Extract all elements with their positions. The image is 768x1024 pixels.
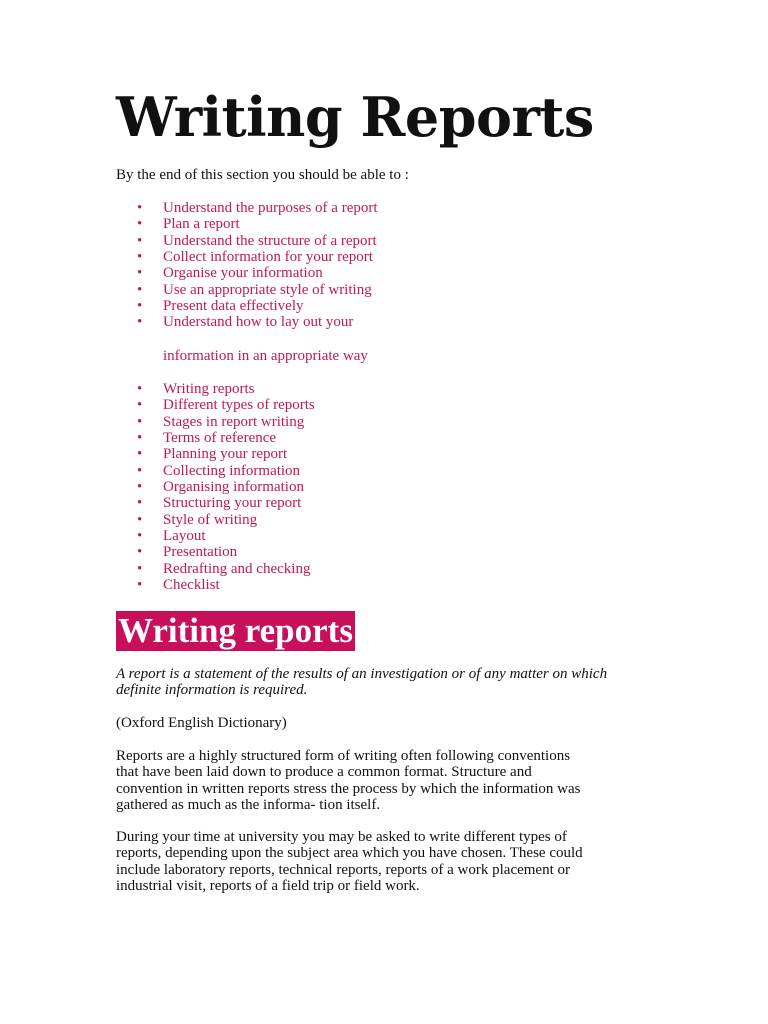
text-line: industrial visit, reports of a field trip or field work. — [116, 877, 420, 894]
bullet-icon: • — [137, 216, 143, 233]
list-item-text: Writing reports — [163, 381, 255, 397]
bullet-icon: • — [137, 200, 143, 216]
bullet-icon: • — [137, 560, 143, 577]
bullet-icon: • — [137, 413, 143, 430]
list-item — [137, 233, 378, 249]
bullet-icon: • — [137, 495, 143, 512]
list-item-text: Stages in report writing — [163, 413, 305, 430]
bullet-icon: • — [137, 462, 143, 479]
bullet-icon: • — [137, 265, 143, 282]
bullet-icon: • — [137, 281, 143, 298]
learning-objectives-list — [137, 200, 378, 331]
bullet-icon: • — [137, 249, 143, 266]
list-item — [137, 463, 315, 479]
list-item-continuation: information in an appropriate way — [163, 348, 368, 364]
list-item — [137, 397, 315, 413]
list-item — [137, 430, 315, 446]
definition-source: (Oxford English Dictionary) — [116, 715, 287, 731]
list-item — [137, 495, 315, 511]
list-item — [137, 265, 378, 281]
bullet-icon: • — [137, 479, 143, 496]
list-item — [137, 577, 315, 593]
bullet-icon: • — [137, 528, 143, 545]
text-line: that have been laid down to produce a common format. Structure and — [116, 764, 532, 781]
text-line: A report is a statement of the results of an investigation or of any matter on which — [116, 666, 608, 682]
list-item-text: Plan a report — [163, 216, 240, 233]
list-item — [137, 561, 315, 577]
bullet-icon: • — [137, 544, 143, 561]
page-title: Writing Reports — [116, 85, 594, 149]
list-item — [137, 512, 315, 528]
list-item — [137, 298, 378, 314]
list-item-text: Present data effectively — [163, 298, 304, 315]
section-intro: By the end of this section you should be able to : — [116, 167, 409, 183]
text-line: During your time at university you may be asked to write different types of — [116, 829, 567, 845]
bullet-icon: • — [137, 430, 143, 447]
list-item — [137, 414, 315, 430]
list-item-text: Layout — [163, 528, 206, 545]
list-item-text: Presentation — [163, 544, 238, 561]
bullet-icon: • — [137, 298, 143, 315]
list-item-text: Redrafting and checking — [163, 560, 311, 577]
text-line: definite information is required. — [116, 682, 308, 699]
list-item-text: Organise your information — [163, 265, 323, 282]
list-item — [137, 282, 378, 298]
list-item — [137, 216, 378, 232]
list-item — [137, 479, 315, 495]
list-item — [137, 314, 378, 330]
list-item-text: Use an appropriate style of writing — [163, 281, 372, 298]
text-line: include laboratory reports, technical reports, reports of a work placement or — [116, 861, 570, 878]
text-line: Reports are a highly structured form of writing often following conventions — [116, 748, 571, 764]
bullet-icon: • — [137, 397, 143, 414]
list-item — [137, 544, 315, 560]
list-item — [137, 200, 378, 216]
list-item — [137, 381, 315, 397]
bullet-icon: • — [137, 232, 143, 249]
list-item-text: Planning your report — [163, 446, 288, 463]
bullet-icon: • — [137, 314, 143, 331]
text-line: reports, depending upon the subject area which you have chosen. These could — [116, 845, 583, 862]
list-item-text: Checklist — [163, 577, 220, 594]
list-item — [137, 249, 378, 265]
list-item-text: Style of writing — [163, 511, 258, 528]
bullet-icon: • — [137, 511, 143, 528]
section-heading: Writing reports — [118, 611, 353, 650]
list-item-text: Understand the structure of a report — [163, 232, 377, 249]
list-item-text: Organising information — [163, 479, 304, 496]
list-item-text: Understand the purposes of a report — [163, 200, 378, 216]
list-item-text: Different types of reports — [163, 397, 315, 414]
body-paragraph — [116, 748, 656, 813]
text-line: convention in written reports stress the process by which the information was — [116, 780, 581, 797]
list-item-text: Collect information for your report — [163, 249, 373, 266]
list-item — [137, 446, 315, 462]
bullet-icon: • — [137, 446, 143, 463]
bullet-icon: • — [137, 577, 143, 594]
list-item-text: Understand how to lay out your — [163, 314, 354, 331]
definition-quote — [116, 666, 656, 699]
section-contents-list — [137, 381, 315, 593]
bullet-icon: • — [137, 381, 143, 397]
list-item-text: Structuring your report — [163, 495, 302, 512]
list-item-text: Collecting information — [163, 462, 301, 479]
list-item — [137, 528, 315, 544]
list-item-text: Terms of reference — [163, 430, 277, 447]
body-paragraph — [116, 829, 656, 894]
text-line: gathered as much as the informa- tion itself. — [116, 796, 381, 813]
